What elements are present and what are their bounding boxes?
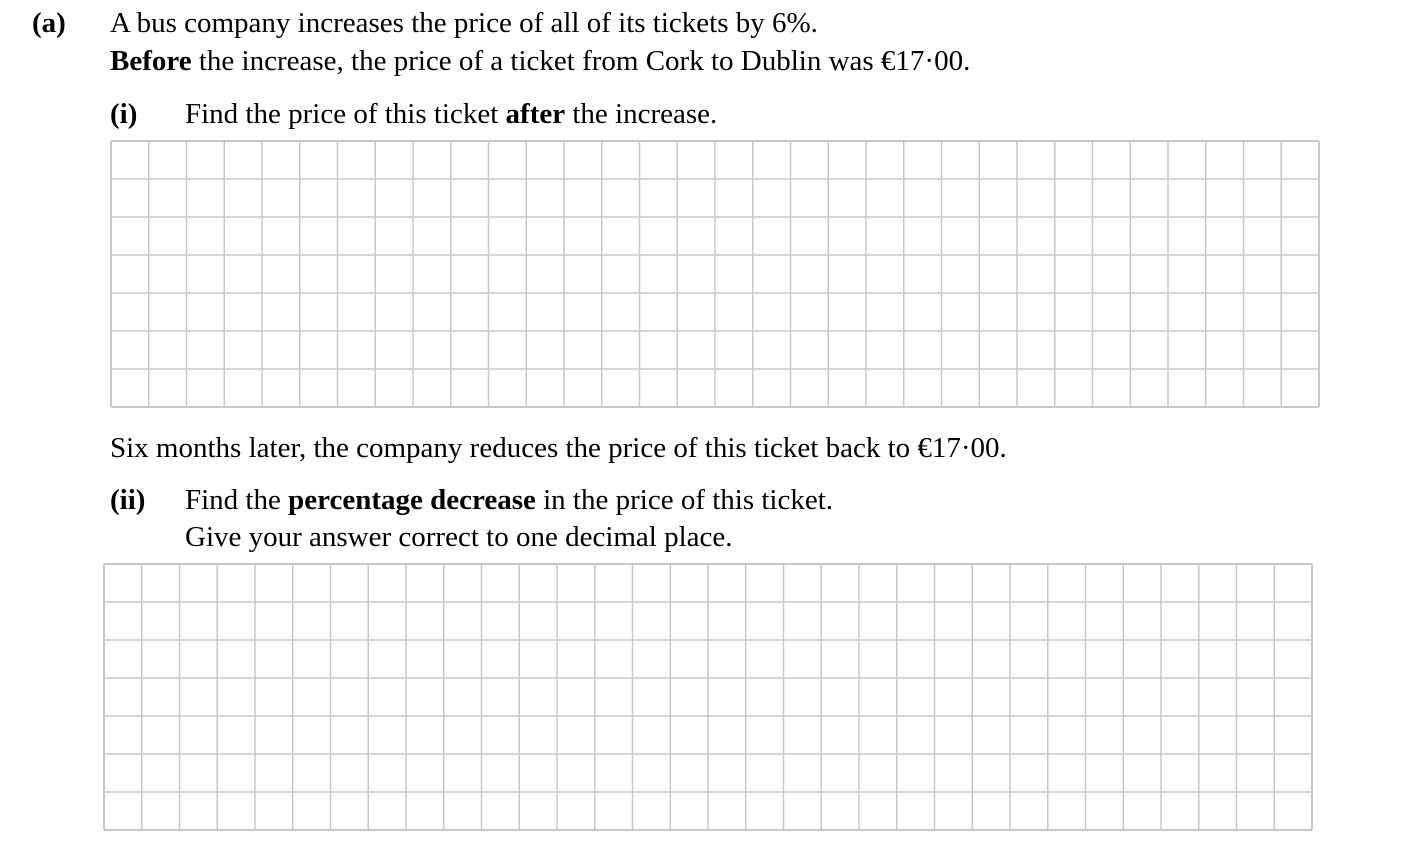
part-a-label: (a): [32, 7, 66, 39]
part-ii-label: (ii): [110, 484, 146, 516]
part-i-text-after: the increase.: [565, 98, 718, 130]
part-i-bold-after: after: [505, 98, 566, 130]
part-ii-text-before: Find the: [185, 484, 289, 516]
part-i-question: [185, 97, 717, 131]
part-ii-bold-term: percentage decrease: [288, 484, 536, 516]
part-i-text-before: Find the price of this ticket: [185, 98, 506, 130]
part-ii-question: [185, 483, 833, 517]
part-a-line2-rest: the increase, the price of a ticket from Cork to Dublin was €17·00.: [191, 45, 971, 77]
part-a-line1: A bus company increases the price of all of its tickets by 6%.: [110, 7, 818, 39]
part-ii-instruction: Give your answer correct to one decimal place.: [185, 521, 733, 553]
part-a-line2: [110, 44, 970, 78]
answer-grid-ii[interactable]: [103, 563, 1313, 831]
part-ii-text-after: in the price of this ticket.: [535, 484, 834, 516]
part-i-label: (i): [110, 98, 138, 130]
part-a-bold-before: Before: [110, 45, 192, 77]
answer-grid-i[interactable]: [110, 140, 1320, 408]
middle-text: Six months later, the company reduces the price of this ticket back to €17·00.: [110, 432, 1007, 464]
